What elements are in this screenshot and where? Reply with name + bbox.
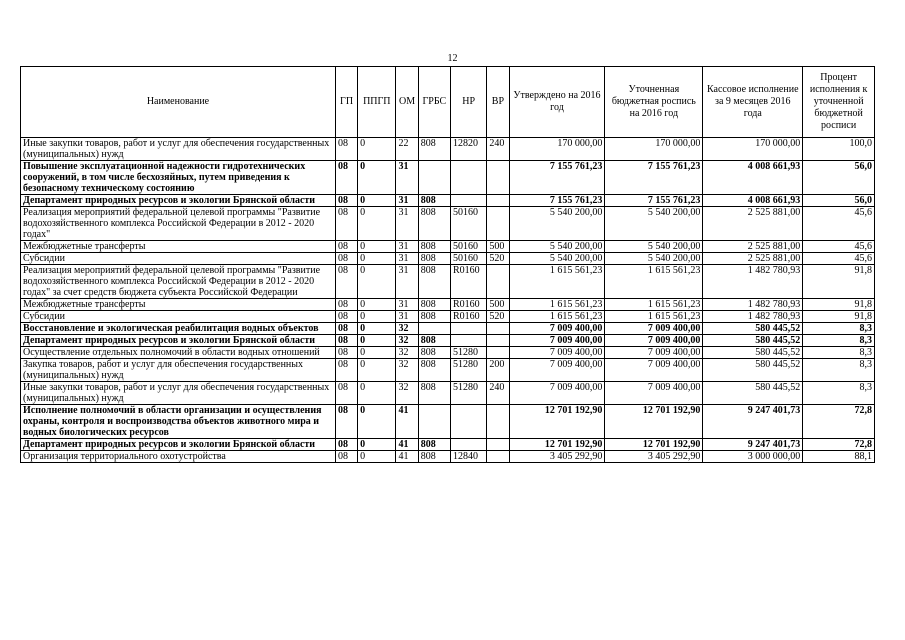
- cell-name: Межбюджетные трансферты: [21, 241, 336, 253]
- cell-om: 32: [396, 347, 418, 359]
- cell-om: 41: [396, 451, 418, 463]
- cell-om: 31: [396, 207, 418, 241]
- cell-grbs: [418, 161, 450, 195]
- cell-percent: 8,3: [803, 323, 875, 335]
- cell-nr: [450, 323, 486, 335]
- cell-cash: 580 445,52: [703, 359, 803, 382]
- cell-refined: 7 009 400,00: [605, 382, 703, 405]
- cell-approved: 7 155 761,23: [509, 195, 605, 207]
- cell-approved: 7 009 400,00: [509, 382, 605, 405]
- cell-cash: 9 247 401,73: [703, 439, 803, 451]
- cell-name: Межбюджетные трансферты: [21, 299, 336, 311]
- cell-approved: 5 540 200,00: [509, 253, 605, 265]
- table-row: [21, 265, 875, 299]
- cell-refined: 1 615 561,23: [605, 265, 703, 299]
- cell-refined: 7 155 761,23: [605, 195, 703, 207]
- cell-percent: 100,0: [803, 138, 875, 161]
- cell-nr: [450, 195, 486, 207]
- cell-om: 32: [396, 382, 418, 405]
- table-row: [21, 347, 875, 359]
- cell-percent: 8,3: [803, 347, 875, 359]
- cell-vr: 200: [487, 359, 509, 382]
- cell-nr: 12820: [450, 138, 486, 161]
- cell-om: 32: [396, 335, 418, 347]
- cell-grbs: 808: [418, 347, 450, 359]
- table-row: [21, 451, 875, 463]
- cell-ppgp: 0: [358, 439, 396, 451]
- col-header-percent: Процент исполнения к уточненной бюджетной росписи: [803, 67, 875, 138]
- cell-vr: 520: [487, 311, 509, 323]
- cell-ppgp: 0: [358, 323, 396, 335]
- cell-nr: 50160: [450, 207, 486, 241]
- table-row: [21, 241, 875, 253]
- cell-ppgp: 0: [358, 138, 396, 161]
- cell-grbs: 808: [418, 241, 450, 253]
- cell-nr: [450, 161, 486, 195]
- cell-refined: 7 155 761,23: [605, 161, 703, 195]
- cell-nr: 51280: [450, 359, 486, 382]
- table-row: [21, 335, 875, 347]
- cell-refined: 3 405 292,90: [605, 451, 703, 463]
- cell-grbs: [418, 405, 450, 439]
- cell-gp: 08: [335, 451, 357, 463]
- cell-nr: 12840: [450, 451, 486, 463]
- cell-cash: 2 525 881,00: [703, 207, 803, 241]
- table-row: [21, 405, 875, 439]
- cell-refined: 1 615 561,23: [605, 299, 703, 311]
- table-row: [21, 253, 875, 265]
- cell-grbs: 808: [418, 439, 450, 451]
- cell-approved: 1 615 561,23: [509, 311, 605, 323]
- cell-percent: 8,3: [803, 382, 875, 405]
- cell-om: 31: [396, 241, 418, 253]
- table-row: [21, 311, 875, 323]
- cell-gp: 08: [335, 323, 357, 335]
- col-header-gp: ГП: [335, 67, 357, 138]
- cell-percent: 45,6: [803, 207, 875, 241]
- cell-refined: 7 009 400,00: [605, 347, 703, 359]
- cell-gp: 08: [335, 138, 357, 161]
- cell-nr: [450, 439, 486, 451]
- cell-vr: [487, 207, 509, 241]
- cell-approved: 12 701 192,90: [509, 439, 605, 451]
- cell-approved: 7 009 400,00: [509, 323, 605, 335]
- cell-grbs: 808: [418, 253, 450, 265]
- cell-cash: 580 445,52: [703, 347, 803, 359]
- cell-percent: 8,3: [803, 359, 875, 382]
- cell-percent: 88,1: [803, 451, 875, 463]
- cell-approved: 5 540 200,00: [509, 241, 605, 253]
- cell-om: 41: [396, 439, 418, 451]
- cell-om: 32: [396, 323, 418, 335]
- cell-ppgp: 0: [358, 335, 396, 347]
- cell-ppgp: 0: [358, 299, 396, 311]
- cell-name: Осуществление отдельных полномочий в области водных отношений: [21, 347, 336, 359]
- col-header-cash: Кассовое исполнение за 9 месяцев 2016 года: [703, 67, 803, 138]
- cell-cash: 3 000 000,00: [703, 451, 803, 463]
- cell-gp: 08: [335, 207, 357, 241]
- cell-nr: 50160: [450, 253, 486, 265]
- cell-percent: 8,3: [803, 335, 875, 347]
- cell-ppgp: 0: [358, 253, 396, 265]
- cell-name: Департамент природных ресурсов и экологии Брянской области: [21, 439, 336, 451]
- cell-approved: 170 000,00: [509, 138, 605, 161]
- cell-vr: 240: [487, 138, 509, 161]
- cell-name: Субсидии: [21, 311, 336, 323]
- table-row: [21, 359, 875, 382]
- cell-refined: 5 540 200,00: [605, 241, 703, 253]
- cell-ppgp: 0: [358, 451, 396, 463]
- cell-om: 31: [396, 311, 418, 323]
- col-header-approved: Утверждено на 2016 год: [509, 67, 605, 138]
- cell-om: 31: [396, 265, 418, 299]
- cell-gp: 08: [335, 335, 357, 347]
- cell-name: Субсидии: [21, 253, 336, 265]
- cell-cash: 4 008 661,93: [703, 161, 803, 195]
- cell-cash: 1 482 780,93: [703, 311, 803, 323]
- cell-percent: 91,8: [803, 265, 875, 299]
- cell-grbs: 808: [418, 451, 450, 463]
- cell-approved: 7 155 761,23: [509, 161, 605, 195]
- cell-grbs: 808: [418, 195, 450, 207]
- cell-vr: [487, 439, 509, 451]
- cell-gp: 08: [335, 439, 357, 451]
- cell-ppgp: 0: [358, 382, 396, 405]
- cell-om: 31: [396, 299, 418, 311]
- col-header-refined: Уточненная бюджетная роспись на 2016 год: [605, 67, 703, 138]
- cell-name: Департамент природных ресурсов и экологии Брянской области: [21, 195, 336, 207]
- cell-approved: 1 615 561,23: [509, 265, 605, 299]
- cell-vr: 500: [487, 299, 509, 311]
- cell-gp: 08: [335, 265, 357, 299]
- table-row: [21, 195, 875, 207]
- cell-gp: 08: [335, 195, 357, 207]
- cell-name: Закупка товаров, работ и услуг для обеспечения государственных (муниципальных) нужд: [21, 359, 336, 382]
- cell-refined: 5 540 200,00: [605, 207, 703, 241]
- cell-name: Исполнение полномочий в области организации и осуществления охраны, контроля и воспроизводства объектов животного мира и водных биологических ресурсов: [21, 405, 336, 439]
- table-row: [21, 161, 875, 195]
- cell-approved: 3 405 292,90: [509, 451, 605, 463]
- cell-ppgp: 0: [358, 195, 396, 207]
- cell-name: Восстановление и экологическая реабилитация водных объектов: [21, 323, 336, 335]
- table-row: [21, 138, 875, 161]
- col-header-ppgp: ППГП: [358, 67, 396, 138]
- cell-name: Повышение эксплуатационной надежности гидротехнических сооружений, в том числе бесхозяйных, путем приведения к безопасному техническому состоянию: [21, 161, 336, 195]
- cell-refined: 12 701 192,90: [605, 405, 703, 439]
- cell-ppgp: 0: [358, 241, 396, 253]
- cell-vr: [487, 195, 509, 207]
- table-row: [21, 323, 875, 335]
- cell-vr: 240: [487, 382, 509, 405]
- cell-percent: 45,6: [803, 241, 875, 253]
- cell-nr: [450, 335, 486, 347]
- cell-grbs: 808: [418, 359, 450, 382]
- cell-gp: 08: [335, 241, 357, 253]
- cell-grbs: 808: [418, 207, 450, 241]
- cell-grbs: 808: [418, 382, 450, 405]
- cell-vr: [487, 335, 509, 347]
- cell-nr: R0160: [450, 311, 486, 323]
- cell-vr: [487, 161, 509, 195]
- cell-nr: 51280: [450, 347, 486, 359]
- cell-vr: [487, 405, 509, 439]
- col-header-vr: ВР: [487, 67, 509, 138]
- table-row: [21, 439, 875, 451]
- cell-name: Реализация мероприятий федеральной целевой программы "Развитие водохозяйственного комплекса Российской Федерации в 2012 - 2020 годах" за счет средств бюджета субъекта Российской Федерации: [21, 265, 336, 299]
- cell-approved: 7 009 400,00: [509, 347, 605, 359]
- col-header-om: ОМ: [396, 67, 418, 138]
- cell-refined: 7 009 400,00: [605, 359, 703, 382]
- cell-name: Департамент природных ресурсов и экологии Брянской области: [21, 335, 336, 347]
- cell-cash: 580 445,52: [703, 323, 803, 335]
- cell-percent: 56,0: [803, 161, 875, 195]
- cell-percent: 91,8: [803, 311, 875, 323]
- cell-name: Реализация мероприятий федеральной целевой программы "Развитие водохозяйственного комплекса Российской Федерации в 2012 - 2020 годах": [21, 207, 336, 241]
- cell-gp: 08: [335, 405, 357, 439]
- cell-vr: [487, 323, 509, 335]
- cell-ppgp: 0: [358, 347, 396, 359]
- cell-cash: 2 525 881,00: [703, 253, 803, 265]
- table-row: [21, 207, 875, 241]
- col-header-nr: НР: [450, 67, 486, 138]
- cell-percent: 56,0: [803, 195, 875, 207]
- cell-refined: 7 009 400,00: [605, 323, 703, 335]
- cell-percent: 72,8: [803, 405, 875, 439]
- cell-ppgp: 0: [358, 207, 396, 241]
- cell-cash: 580 445,52: [703, 335, 803, 347]
- cell-cash: 4 008 661,93: [703, 195, 803, 207]
- cell-nr: 50160: [450, 241, 486, 253]
- cell-grbs: 808: [418, 335, 450, 347]
- cell-approved: 1 615 561,23: [509, 299, 605, 311]
- cell-refined: 5 540 200,00: [605, 253, 703, 265]
- cell-ppgp: 0: [358, 359, 396, 382]
- cell-approved: 7 009 400,00: [509, 359, 605, 382]
- cell-gp: 08: [335, 161, 357, 195]
- cell-grbs: 808: [418, 311, 450, 323]
- cell-om: 31: [396, 253, 418, 265]
- cell-percent: 72,8: [803, 439, 875, 451]
- cell-nr: [450, 405, 486, 439]
- cell-nr: R0160: [450, 265, 486, 299]
- cell-nr: R0160: [450, 299, 486, 311]
- cell-om: 41: [396, 405, 418, 439]
- cell-gp: 08: [335, 311, 357, 323]
- cell-nr: 51280: [450, 382, 486, 405]
- table-row: [21, 382, 875, 405]
- cell-grbs: 808: [418, 138, 450, 161]
- cell-ppgp: 0: [358, 405, 396, 439]
- cell-name: Иные закупки товаров, работ и услуг для обеспечения государственных (муниципальных) нужд: [21, 382, 336, 405]
- cell-refined: 7 009 400,00: [605, 335, 703, 347]
- cell-name: Иные закупки товаров, работ и услуг для обеспечения государственных (муниципальных) нужд: [21, 138, 336, 161]
- cell-percent: 91,8: [803, 299, 875, 311]
- cell-ppgp: 0: [358, 265, 396, 299]
- cell-vr: [487, 347, 509, 359]
- cell-cash: 1 482 780,93: [703, 299, 803, 311]
- cell-vr: [487, 451, 509, 463]
- cell-name: Организация территориального охотустройства: [21, 451, 336, 463]
- cell-approved: 7 009 400,00: [509, 335, 605, 347]
- header-row: [21, 67, 875, 138]
- col-header-grbs: ГРБС: [418, 67, 450, 138]
- cell-approved: 12 701 192,90: [509, 405, 605, 439]
- cell-percent: 45,6: [803, 253, 875, 265]
- cell-gp: 08: [335, 347, 357, 359]
- table-body: [21, 138, 875, 463]
- cell-vr: [487, 265, 509, 299]
- cell-om: 22: [396, 138, 418, 161]
- cell-cash: 2 525 881,00: [703, 241, 803, 253]
- cell-refined: 170 000,00: [605, 138, 703, 161]
- cell-grbs: 808: [418, 299, 450, 311]
- cell-vr: 500: [487, 241, 509, 253]
- cell-vr: 520: [487, 253, 509, 265]
- cell-cash: 9 247 401,73: [703, 405, 803, 439]
- cell-cash: 580 445,52: [703, 382, 803, 405]
- cell-om: 32: [396, 359, 418, 382]
- cell-cash: 170 000,00: [703, 138, 803, 161]
- cell-gp: 08: [335, 359, 357, 382]
- budget-table: [20, 66, 875, 463]
- cell-grbs: 808: [418, 265, 450, 299]
- page-number: 12: [447, 53, 458, 64]
- col-header-name: Наименование: [21, 67, 336, 138]
- cell-gp: 08: [335, 382, 357, 405]
- cell-cash: 1 482 780,93: [703, 265, 803, 299]
- cell-refined: 1 615 561,23: [605, 311, 703, 323]
- cell-ppgp: 0: [358, 311, 396, 323]
- cell-om: 31: [396, 195, 418, 207]
- cell-refined: 12 701 192,90: [605, 439, 703, 451]
- cell-gp: 08: [335, 299, 357, 311]
- cell-grbs: [418, 323, 450, 335]
- cell-approved: 5 540 200,00: [509, 207, 605, 241]
- cell-ppgp: 0: [358, 161, 396, 195]
- cell-om: 31: [396, 161, 418, 195]
- cell-gp: 08: [335, 253, 357, 265]
- table-row: [21, 299, 875, 311]
